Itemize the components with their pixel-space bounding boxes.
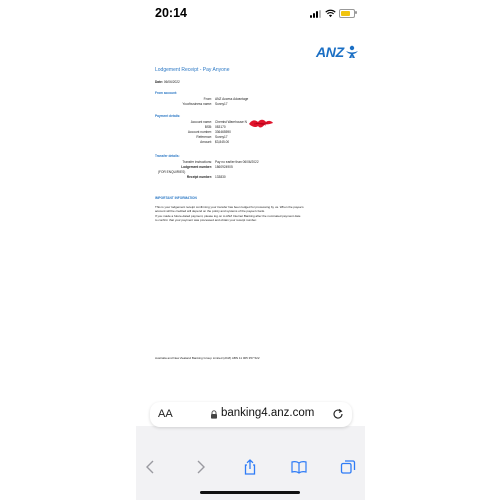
business-name-value: Sunny17	[215, 102, 228, 106]
date-value: 06/06/2022	[163, 80, 180, 84]
bookmarks-icon[interactable]	[291, 459, 307, 475]
account-number-value: 336465590	[215, 130, 231, 134]
pdf-document	[136, 28, 365, 426]
battery-icon	[339, 9, 355, 18]
account-name-value: Chemist Warehouse N	[215, 120, 247, 124]
lock-icon	[210, 410, 218, 419]
reload-icon[interactable]	[332, 408, 344, 420]
transfer-heading: Transfer details:	[155, 154, 180, 158]
info-line-3: If you made a future-dated payment, please log on to ANZ Internet Banking after the nominated payment date	[155, 214, 301, 218]
info-line-2: account will be credited will depend on the policy and systems of the payee's bank.	[155, 209, 265, 213]
reference-value: Sunny17	[215, 135, 228, 139]
info-line-4: to confirm that your payment was processed and obtain your receipt number.	[155, 218, 257, 222]
from-value: ANZ Access Advantage	[215, 97, 249, 101]
transfer-instructions-value: Pay no earlier than 06/06/2022	[215, 160, 259, 164]
battery-nub	[355, 11, 357, 14]
tabs-icon[interactable]	[340, 459, 356, 475]
status-bar	[136, 0, 365, 28]
amount-label: Amount:	[200, 140, 212, 144]
amount-value: $3,845.00	[215, 140, 230, 144]
transfer-instructions-label: Transfer instructions:	[182, 160, 212, 164]
lodgement-number-label: Lodgement number:	[181, 165, 212, 169]
back-icon[interactable]	[143, 459, 159, 475]
business-name-label: Your/business name:	[182, 102, 212, 106]
browser-nav-row	[136, 455, 365, 481]
red-redaction-scribble	[248, 118, 274, 130]
cellular-signal-icon	[310, 10, 322, 18]
receipt-number-value: 133830	[215, 175, 226, 179]
share-icon[interactable]	[242, 459, 258, 475]
wifi-icon	[325, 9, 336, 18]
footer-legal: Australia and New Zealand Banking Group Limited (ANZ) ABN 11 005 357 522	[155, 356, 260, 360]
for-enquiries-label: (FOR ENQUIRIES)	[158, 170, 186, 174]
forward-icon[interactable]	[192, 459, 208, 475]
payment-heading: Payment details:	[155, 114, 181, 118]
phone-screen	[136, 0, 365, 500]
lodgement-number-value: 1860924905	[215, 165, 233, 169]
date-row	[155, 80, 180, 84]
receipt-number-label: Receipt number:	[186, 175, 212, 179]
account-number-label: Account number:	[187, 130, 212, 134]
anz-logo	[316, 44, 359, 60]
important-heading: IMPORTANT INFORMATION	[155, 196, 197, 200]
from-label: From:	[203, 97, 212, 101]
url-text[interactable]: banking4.anz.com	[221, 407, 315, 419]
info-line-1: This is your lodgement receipt confirming your transfer has been lodged for processing by us. When the payee's	[155, 205, 304, 209]
receipt-title: Lodgement Receipt - Pay Anyone	[155, 67, 230, 73]
status-time: 20:14	[155, 6, 187, 20]
text-size-button[interactable]: AA	[158, 408, 173, 420]
anz-logo-text: ANZ	[316, 44, 344, 60]
date-label: Date:	[155, 80, 163, 84]
address-bar[interactable]	[150, 402, 352, 427]
anz-person-icon	[345, 45, 359, 59]
home-indicator	[200, 491, 300, 494]
from-heading: From account:	[155, 91, 178, 95]
reference-label: Reference:	[196, 135, 212, 139]
account-name-label: Account name:	[190, 120, 212, 124]
bsb-label: BSB:	[204, 125, 212, 129]
bsb-value: 083170	[215, 125, 226, 129]
